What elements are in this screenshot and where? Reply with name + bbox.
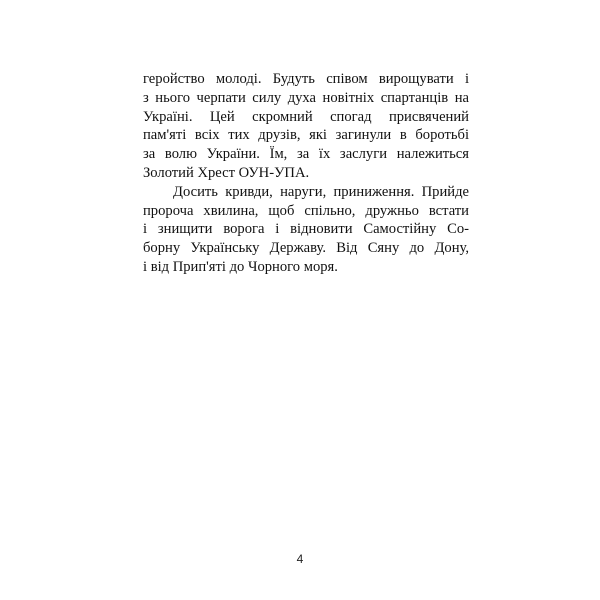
- text-line: борну Українську Державу. Від Сяну до Дону,: [143, 240, 469, 257]
- text-line: Золотий Хрест ОУН-УПА.: [143, 164, 310, 181]
- text-line: і від Прип'яті до Чорного моря.: [143, 258, 338, 275]
- text-line: пам'яті всіх тих друзів, які загинули в боротьбі: [143, 127, 469, 144]
- page-number: 4: [296, 552, 304, 566]
- body-text: [143, 70, 469, 277]
- text-line: Україні. Цей скромний спогад присвячений: [143, 108, 469, 125]
- text-line: пророча хвилина, щоб спільно, дружньо встати: [143, 202, 469, 219]
- text-line: за волю України. Їм, за їх заслуги належиться: [143, 146, 469, 163]
- text-line: Досить кривди, наруги, приниження. Прийде: [173, 183, 469, 200]
- text-line: геройство молоді. Будуть співом вирощувати і: [143, 71, 469, 87]
- text-line: і знищити ворога і відновити Самостійну Со-: [143, 221, 469, 238]
- text-line: з нього черпати силу духа новітніх спартанців на: [143, 89, 469, 106]
